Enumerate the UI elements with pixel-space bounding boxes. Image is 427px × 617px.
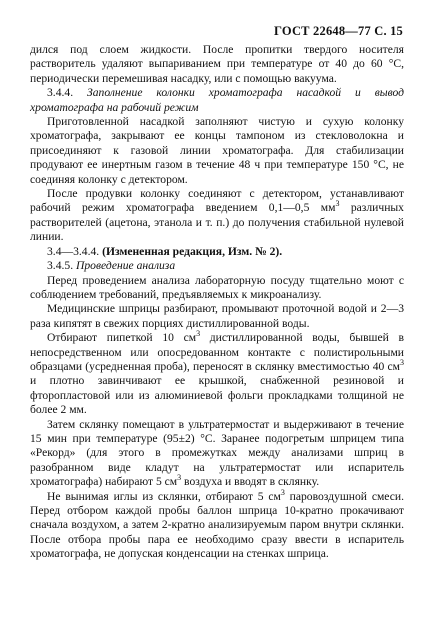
- section-number: 3.4.4.: [47, 86, 74, 100]
- paragraph: Перед проведением анализа лабораторную посуду тщательно моют с соблюдением требований, предъявляемых к микроанализу.: [30, 273, 404, 301]
- section-title: Проведение анализа: [76, 259, 176, 273]
- section-number: 3.4.5.: [47, 259, 74, 273]
- document-body: [30, 43, 404, 562]
- section-title: Заполнение колонки хроматографа насадкой и вывод хроматографа на рабочий режим: [30, 86, 404, 114]
- paragraph: Не вынимая иглы из склянки, отбирают 5 $см^3$ паровоздушной смеси. Перед отбором каждой пробы баллон шприца 10-кратно прокачивают сначала воздухом, а затем 2-кратно анализируемым паром внутри склянки. После отбора пробы пара ее необходимо сразу ввести в испаритель хроматографа, не допуская конденсации на стенках шприца.: [30, 487, 404, 561]
- paragraph-continuation: дился под слоем жидкости. После пропитки твердого носителя растворитель удаляют выпариванием при температуре от 40 до 60 °С, периодически перемешивая насадку, или с помощью вакуума.: [30, 43, 404, 85]
- amendment-note: [30, 245, 404, 259]
- paragraph: Приготовленной насадкой заполняют чистую и сухую колонку хроматографа, закрывают ее концы тампоном из стекловолокна и присоединяют к газовой линии хроматографа. Для стабилизации продувают ее инертным газом в течение 48 ч при температуре 150 °С, не соединяя колонку с детектором.: [30, 115, 404, 186]
- section-3-4-5-heading: [30, 259, 404, 273]
- paragraph: Отбирают пипеткой 10 $см^3$ дистиллированной воды, бывшей в непосредственном или опосредованном контакте с полистирольными образцами (усредненная проба), переносят в склянку вместимостью 40 $см^3$ и плотно завинчивают ее крышкой, снабженной резиновой и фторопластовой или из алюминиевой фольги прокладками толщиной не более 2 мм.: [30, 329, 404, 417]
- section-3-4-4-heading: [30, 86, 404, 115]
- paragraph: После продувки колонку соединяют с детектором, устанавливают рабочий режим хроматографа введением 0,1—0,5 $мм^3$ различных растворителей (ацетона, этанола и т. п.) до получения стабильной нулевой линии.: [30, 187, 404, 244]
- page-header: ГОСТ 22648—77 С. 15: [274, 24, 403, 38]
- section-number: 3.4—3.4.4.: [47, 244, 100, 258]
- amendment-text: (Измененная редакция, Изм. № 2).: [102, 244, 283, 258]
- paragraph: Медицинские шприцы разбирают, промывают проточной водой и 2—3 раза кипятят в свежих порциях дистиллированной воды.: [30, 302, 404, 330]
- paragraph: Затем склянку помещают в ультратермостат и выдерживают в течение 15 мин при температуре (95±2) °С. Заранее подогретым шприцем типа «Рекорд» (для этого в промежутках между анализами шприц в разобранном виде кладут на ультратермостат или испаритель хроматографа) набирают 5 $см^3$ воздуха и вводят в склянку.: [30, 417, 404, 489]
